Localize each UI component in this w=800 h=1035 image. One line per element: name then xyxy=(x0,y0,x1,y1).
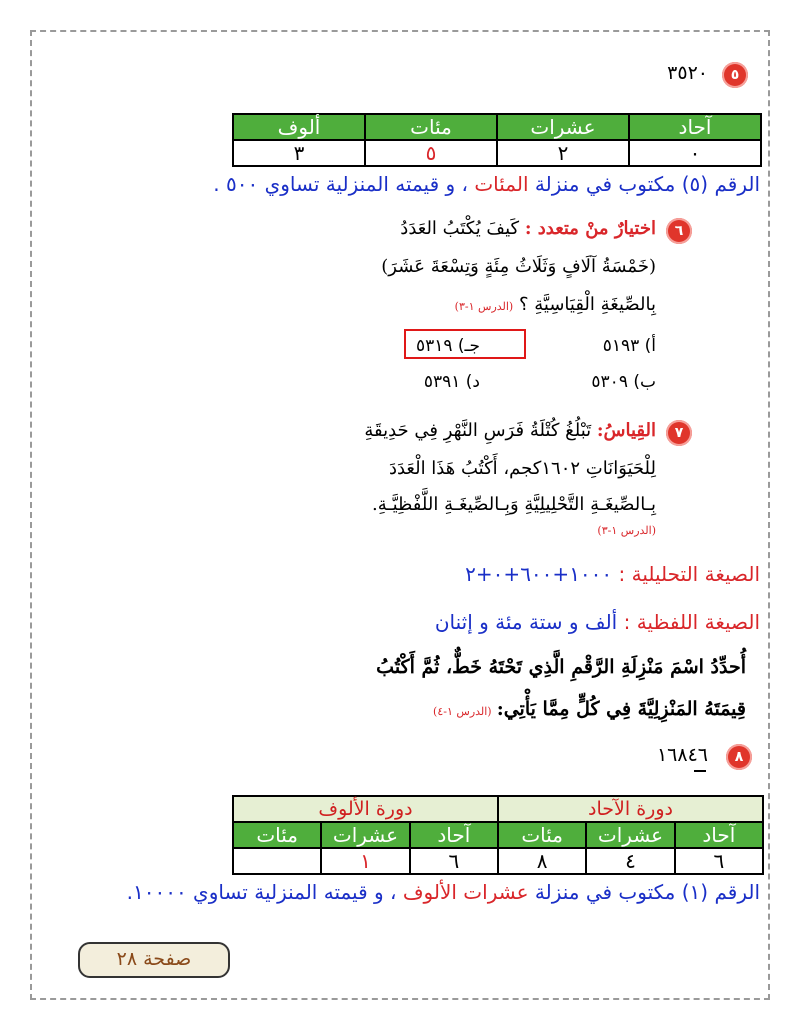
q5-header-hundreds: مئات xyxy=(365,114,497,140)
question-8-digits: ١٦٨٤٦ xyxy=(656,744,708,766)
q8-answer-value: ١٠٠٠٠. xyxy=(126,880,187,904)
q7-verbal-label: الصيغة اللفظية : xyxy=(617,610,760,634)
q8-value-tens: ٤ xyxy=(586,848,674,874)
q8-value-thousands-ones: ٦ xyxy=(410,848,498,874)
q6-line3-text: بِالصِّيغَةِ الْقِيَاسِيَّةِ ؟ xyxy=(518,294,656,315)
question-6-badge: ٦ xyxy=(666,218,692,244)
q5-place-value-table xyxy=(232,113,762,167)
q6-line1 xyxy=(400,218,656,239)
q6-option-c: جـ) ٥٣١٩ xyxy=(415,336,480,356)
q8-header-hundreds: مئات xyxy=(498,822,586,848)
q8-underline xyxy=(694,770,706,772)
q7-analytic-form xyxy=(465,562,760,586)
q6-option-b: ب) ٥٣٠٩ xyxy=(591,372,656,392)
q8-header-thousands-tens: عشرات xyxy=(321,822,409,848)
q7-line1 xyxy=(364,420,656,441)
q6-option-d: د) ٥٣٩١ xyxy=(423,372,480,392)
page-number-badge: صفحة ٢٨ xyxy=(78,942,230,978)
q7-label: القِياسُ: xyxy=(596,420,656,441)
q5-header-tens: عشرات xyxy=(497,114,629,140)
instruction-line2 xyxy=(433,698,746,720)
q8-answer-part2: ، و قيمته المنزلية تساوي xyxy=(186,880,403,904)
question-5-badge: ٥ xyxy=(722,62,748,88)
q5-value-hundreds: ٥ xyxy=(365,140,497,166)
q7-verbal-form xyxy=(435,610,760,634)
instruction-line1: أُحدِّدُ اسْمَ مَنْزِلَةِ الرَّقْمِ الَّذِي تَحْتَهُ خَطٌّ، ثُمَّ أَكْتُبُ xyxy=(376,656,746,678)
q8-answer-place: عشرات الألوف xyxy=(402,880,529,904)
q8-value-thousands-hundreds xyxy=(233,848,321,874)
q8-header-tens: عشرات xyxy=(586,822,674,848)
q5-answer-part1: الرقم (٥) مكتوب في منزلة xyxy=(528,172,760,196)
q6-line3 xyxy=(455,294,656,315)
q7-verbal-value: ألف و ستة مئة و إثنان xyxy=(434,610,618,634)
q6-lesson-ref: (الدرس ١-٣) xyxy=(454,300,514,313)
instruction-lesson-ref: (الدرس ١-٤) xyxy=(433,705,492,718)
q7-analytic-label: الصيغة التحليلية : xyxy=(612,562,760,586)
q6-option-a: أ) ٥١٩٣ xyxy=(602,336,656,356)
q8-header-ones: آحاد xyxy=(675,822,763,848)
q5-value-tens: ٢ xyxy=(497,140,629,166)
q8-answer-part1: الرقم (١) مكتوب في منزلة xyxy=(528,880,760,904)
q8-value-thousands-tens: ١ xyxy=(321,848,409,874)
q6-question: كَيفَ يُكْتَبُ العَدَدُ xyxy=(400,218,520,239)
q8-value-ones: ٦ xyxy=(675,848,763,874)
q8-answer xyxy=(127,880,760,904)
q8-period-ones: دورة الآحاد xyxy=(498,796,763,822)
question-5-number: ٣٥٢٠ xyxy=(667,62,708,84)
q5-answer xyxy=(213,172,760,196)
q7-line3: بِـالصِّيغَـةِ التَّحْلِيلِيَّةِ وَبِـالصِّيغَـةِ اللَّفْظِيَّـةِ. xyxy=(371,494,656,515)
q5-value-thousands: ٣ xyxy=(233,140,365,166)
q7-question: تَبْلُغُ كُتْلَةُ فَرَسِ النَّهْرِ فِي حَدِيقَةِ xyxy=(364,420,592,441)
q8-value-hundreds: ٨ xyxy=(498,848,586,874)
q5-header-ones: آحاد xyxy=(629,114,761,140)
q6-correct-answer-box xyxy=(404,329,526,359)
q5-answer-value: ٥٠٠ . xyxy=(213,172,259,196)
q5-answer-place: المئات xyxy=(474,172,529,196)
question-8-number xyxy=(657,744,708,766)
q6-line2: (خَمْسَةُ آلَافٍ وَثَلَاثُ مِئَةٍ وَتِسْعَةَ عَشَرَ) xyxy=(381,256,656,277)
q5-value-ones: ٠ xyxy=(629,140,761,166)
q7-lesson-ref: (الدرس ١-٣) xyxy=(597,524,656,537)
q7-line2: لِلْحَيَوَانَاتِ ١٦٠٢كجم، أَكْتُبُ هَذَا الْعَدَدَ xyxy=(388,458,656,479)
instruction-line2-text: قِيمَتَهُ المَنْزِلِيَّةَ فِي كُلٍّ مِمَّا يَأْتِي: xyxy=(496,698,746,720)
q5-header-thousands: ألوف xyxy=(233,114,365,140)
q8-header-thousands-hundreds: مئات xyxy=(233,822,321,848)
q8-header-thousands-ones: آحاد xyxy=(410,822,498,848)
q8-period-thousands: دورة الألوف xyxy=(233,796,498,822)
question-8-badge: ٨ xyxy=(726,744,752,770)
q7-analytic-value: ١٠٠٠+٦٠٠+٠+٢ xyxy=(465,562,613,586)
q6-label: اختيارٌ منْ متعدد : xyxy=(524,218,656,239)
q5-answer-part2: ، و قيمته المنزلية تساوي xyxy=(258,172,475,196)
question-7-badge: ٧ xyxy=(666,420,692,446)
q8-place-value-table xyxy=(232,795,764,875)
